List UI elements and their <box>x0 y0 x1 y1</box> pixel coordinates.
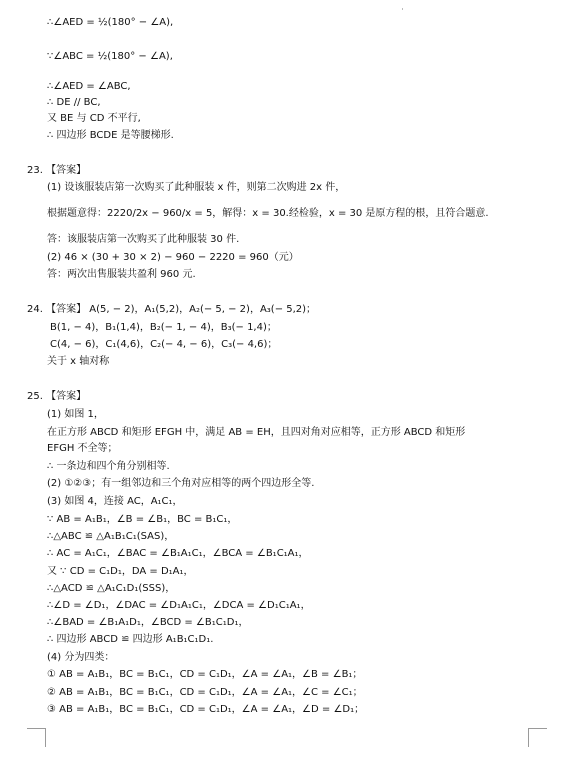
text-line: ∵ AB = A₁B₁，∠B = ∠B₁，BC = B₁C₁， <box>47 514 238 525</box>
text-line: ∴ DE // BC, <box>47 97 101 108</box>
text-line: ∵∠ABC = ½(180° − ∠A), <box>47 51 173 62</box>
text-line: (1) 设该服装店第一次购买了此种服装 x 件，则第二次购进 2x 件， <box>47 182 346 193</box>
question-heading-24: 24. 【答案】 A(5, − 2)，A₁(5,2)，A₂(− 5, − 2)，A₃(− 5,2)； <box>27 304 317 315</box>
text-line: ∴∠AED = ½(180° − ∠A), <box>47 17 174 28</box>
text-line: 答：该服装店第一次购买了此种服装 30 件. <box>47 234 240 245</box>
text-line: ∴△ACD ≌ △A₁C₁D₁(SSS)， <box>47 583 176 594</box>
text-line: 在正方形 ABCD 和矩形 EFGH 中，满足 AB = EH，且四对角对应相等，正方形 ABCD 和矩形 <box>47 427 466 438</box>
text-line: 又 BE 与 CD 不平行, <box>47 113 141 124</box>
text-line: B(1, − 4)，B₁(1,4)，B₂(− 1, − 4)，B₃(− 1,4)； <box>50 322 277 333</box>
text-line: ③ AB = A₁B₁，BC = B₁C₁，CD = C₁D₁，∠A = ∠A₁，∠D = ∠D₁； <box>47 704 365 715</box>
text-line: ∴∠BAD = ∠B₁A₁D₁，∠BCD = ∠B₁C₁D₁， <box>47 617 249 628</box>
question-heading-25: 25. 【答案】 <box>27 391 87 402</box>
question-heading-23: 23. 【答案】 <box>27 165 87 176</box>
text-line: (2) ①②③；有一组邻边和三个角对应相等的两个四边形全等. <box>47 478 315 489</box>
page-corner-mark-right <box>528 728 547 747</box>
text-line: ∴ 一条边和四个角分别相等. <box>47 461 170 472</box>
text-line: ∴∠AED = ∠ABC, <box>47 81 131 92</box>
text-line: 根据题意得：2220/2x − 960/x = 5，解得：x = 30.经检验，x = 30 是原方程的根，且符合题意. <box>47 208 489 219</box>
text-line: EFGH 不全等； <box>47 443 118 454</box>
text-line: 答：两次出售服装共盈利 960 元. <box>47 269 196 280</box>
text-line: (3) 如图 4，连接 AC，A₁C₁， <box>47 496 183 507</box>
scan-speck <box>402 8 403 10</box>
text-line: ∴ 四边形 ABCD ≌ 四边形 A₁B₁C₁D₁. <box>47 634 214 645</box>
text-line: ∴∠D = ∠D₁，∠DAC = ∠D₁A₁C₁，∠DCA = ∠D₁C₁A₁， <box>47 600 311 611</box>
text-line: 关于 x 轴对称 <box>47 356 110 367</box>
text-line: 又 ∵ CD = C₁D₁，DA = D₁A₁， <box>47 566 194 577</box>
text-line: ∴ AC = A₁C₁，∠BAC = ∠B₁A₁C₁，∠BCA = ∠B₁C₁A₁， <box>47 548 309 559</box>
text-line: (4) 分为四类： <box>47 652 115 663</box>
text-line: ∴△ABC ≌ △A₁B₁C₁(SAS)， <box>47 531 175 542</box>
text-line: ② AB = A₁B₁，BC = B₁C₁，CD = C₁D₁，∠A = ∠A₁，∠C = ∠C₁； <box>47 687 363 698</box>
text-line: (2) 46 × (30 + 30 × 2) − 960 − 2220 = 960（元） <box>47 252 299 263</box>
text-line: ∴ 四边形 BCDE 是等腰梯形. <box>47 130 174 141</box>
text-line: ① AB = A₁B₁，BC = B₁C₁，CD = C₁D₁，∠A = ∠A₁，∠B = ∠B₁； <box>47 669 363 680</box>
page-corner-mark-left <box>27 728 46 747</box>
text-line: (1) 如图 1， <box>47 409 104 420</box>
text-line: C(4, − 6)，C₁(4,6)，C₂(− 4, − 6)，C₃(− 4,6)； <box>50 339 278 350</box>
